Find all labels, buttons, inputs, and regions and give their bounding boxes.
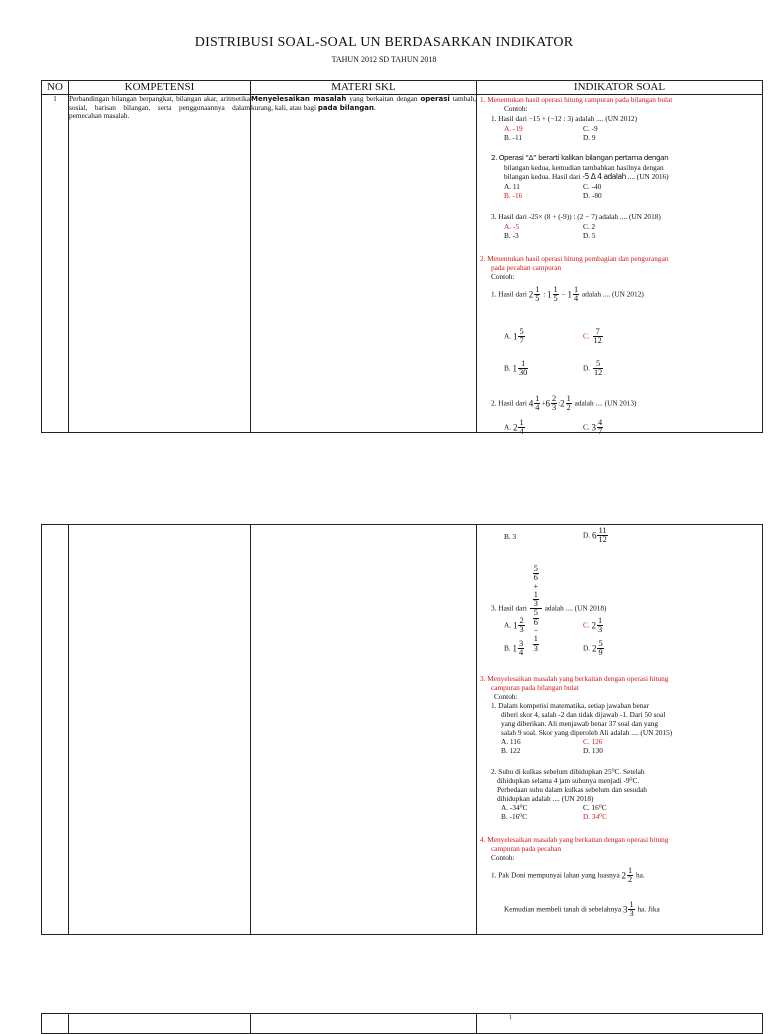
kompetensi-cell	[69, 525, 251, 935]
option-c: C. 16⁰C	[583, 803, 607, 812]
contoh-label: Contoh:	[504, 104, 528, 113]
indicator-3-heading: 3. Menyelesaikan masalah yang berkaitan dengan operasi hitung	[480, 674, 669, 683]
row-number: 1	[42, 95, 69, 433]
indicator-2-heading: 2. Menentukan hasil operasi hitung pembagian dan pengurangan	[480, 254, 669, 263]
option-a: A. -5	[504, 222, 519, 231]
option-a: A. 11	[504, 182, 520, 191]
question-text: Kemudian membeli tanah di sebelahnya 3 $\frac{1}{3}$ ha. Jika	[504, 900, 660, 919]
question-text: salah 9 soal. Skor yang diperoleh Ali adalah .... (UN 2015)	[501, 728, 673, 737]
indicator-table-page-2	[41, 524, 763, 935]
indicator-4-heading-cont: campuran pada pecahan	[491, 844, 562, 853]
option-b: B. 1 $\frac{3}{4}$	[504, 639, 524, 658]
question-text: 3. Hasil dari -25× (8 + (-9)) : (2 − 7) adalah .... (UN 2018)	[491, 212, 661, 221]
indicator-table-page-1	[41, 80, 763, 437]
question-text: 3. Hasil dari 5 6 + 1 3 5 6 − 1 3 adalah .... (UN 2018)	[491, 564, 607, 653]
question-text: 1. Hasil dari −15 + (−12 : 3) adalah .... (UN 2012)	[491, 114, 638, 123]
question-text: 1. Hasil dari 2 $\frac{1}{5}$ : 1 $\frac{1}{5}$ − 1 $\frac{1}{4}$ adalah .... (UN 2012)	[491, 285, 644, 304]
question-text: bilangan kedua, kemudian tambahkan hasilnya dengan	[504, 163, 664, 172]
option-a: A. 116	[501, 737, 521, 746]
option-d: D. 34⁰C	[583, 812, 608, 821]
option-b: B. -11	[504, 133, 522, 142]
question-text: yang diberikan. Ali menjawab benar 37 soal dan yang	[501, 719, 659, 728]
option-d: D. 2 $\frac{5}{9}$	[583, 639, 603, 658]
option-c: C. -40	[583, 182, 602, 191]
option-a: A. 1 $\frac{2}{3}$	[504, 616, 524, 635]
indicator-4-heading: 4. Menyelesaikan masalah yang berkaitan dengan operasi hitung	[480, 835, 669, 844]
indicator-3-heading-cont: campuran pada bilangan bulat	[491, 683, 579, 692]
column-header-no: NO	[42, 81, 69, 95]
option-c: C. 126	[583, 737, 603, 746]
option-a: A. 2 $\frac{1}{4}$	[504, 418, 524, 437]
table-header-row	[42, 81, 763, 95]
option-c: C. -9	[583, 124, 598, 133]
document-subtitle: TAHUN 2012 SD TAHUN 2018	[331, 55, 437, 64]
contoh-label: Contoh:	[491, 272, 515, 281]
option-d: D. 6 $\frac{11}{12}$	[583, 526, 607, 545]
question-text: 1. Dalam kompetisi matematika, setiap jawaban benar	[491, 701, 650, 710]
option-c: C. 2 $\frac{1}{3}$	[583, 616, 603, 635]
option-d: D. 130	[583, 746, 603, 755]
question-text: bilangan kedua. Hasil dari -5 Δ 4 adalah .... (UN 2016)	[504, 172, 669, 181]
option-b: B. 122	[501, 746, 521, 755]
materi-cell	[251, 525, 477, 935]
materi-cell: Menyelesaikan masalah yang berkaitan dengan operasi tambah, kurang, kali, atau bagi pada bilangan.	[251, 95, 477, 433]
question-text: 2. Hasil dari 4 $\frac{1}{4}$ +6 $\frac{2}{3}$ :2 $\frac{1}{2}$ adalah .... (UN 2013)	[491, 394, 637, 413]
question-text: 2. Suhu di kulkas sebelum dihidupkan 25⁰C. Setelah	[491, 767, 645, 776]
option-a: A. -34⁰C	[501, 803, 528, 812]
contoh-label: Contoh:	[494, 692, 518, 701]
table-row	[42, 525, 763, 935]
option-b: B. 3	[504, 532, 517, 541]
column-header-kompetensi: KOMPETENSI	[69, 81, 251, 95]
option-c: C. 2	[583, 222, 596, 231]
option-b: B. -16	[504, 191, 523, 200]
option-a: A. -19	[504, 124, 523, 133]
column-header-indikator: INDIKATOR SOAL	[477, 81, 763, 95]
indicator-1-heading: 1. Menentukan hasil operasi hitung campuran pada bilangan bulat	[480, 95, 673, 104]
question-text: dihidupkan adalah .... (UN 2018)	[497, 794, 594, 803]
row-number	[42, 525, 69, 935]
option-a: A. 1 $\frac{5}{7}$	[504, 327, 524, 346]
question-text: dihidupkan selama 4 jam suhunya menjadi -9⁰C.	[497, 776, 640, 785]
indicator-2-heading-cont: pada pecahan campuran	[491, 263, 562, 272]
table-row	[42, 95, 763, 433]
kompetensi-cell: Perbandingan bilangan berpangkat, bilangan akar, aritmetika sosial, barisan bilangan, serta penggunaannya dalam pemecahan masalah.	[69, 95, 251, 433]
option-c: C. $\frac{7}{12}$	[583, 327, 602, 346]
option-b: B. -3	[504, 231, 519, 240]
option-b: B. -16⁰C	[501, 812, 528, 821]
column-header-materi: MATERI SKL	[251, 81, 477, 95]
question-text: 1. Pak Doni mempunyai lahan yang luasnya 2 $\frac{1}{2}$ ha.	[491, 866, 645, 885]
option-d: D. 5	[583, 231, 596, 240]
option-c: C. 3 $\frac{4}{7}$	[583, 418, 603, 437]
question-text: 2. Operasi “Δ” berarti kalikan bilangan pertama dengan	[491, 153, 669, 162]
option-d: D. -80	[583, 191, 602, 200]
question-text: diberi skor 4, salah -2 dan tidak dijawab -1. Dari 50 soal	[501, 710, 666, 719]
document-title: DISTRIBUSI SOAL-SOAL UN BERDASARKAN INDIKATOR	[194, 35, 574, 50]
indikator-cell	[477, 525, 763, 935]
contoh-label: Contoh:	[491, 853, 515, 862]
fraction-fragment: 1	[509, 1015, 512, 1021]
option-d: D. 9	[583, 133, 596, 142]
option-d: D. $\frac{5}{12}$	[583, 359, 603, 378]
option-b: B. 1 $\frac{1}{30}$	[504, 359, 528, 378]
indikator-cell	[477, 95, 763, 437]
question-text: Perbedaan suhu dalam kulkas sebelum dan sesudah	[497, 785, 647, 794]
